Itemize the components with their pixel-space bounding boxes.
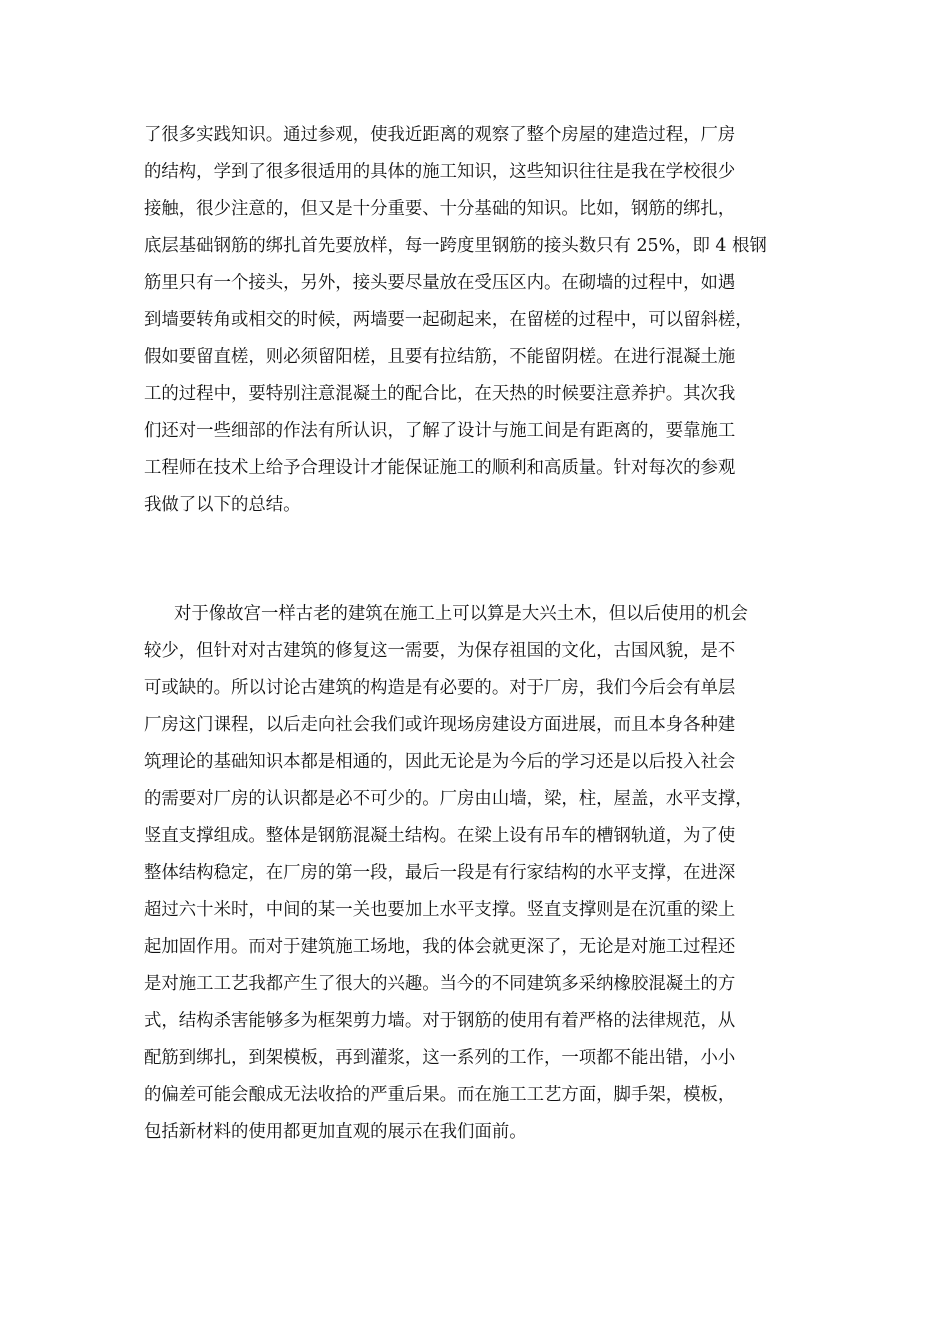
paragraph-line: 工程师在技术上给予合理设计才能保证施工的顺利和高质量。针对每次的参观 (144, 458, 736, 478)
paragraph-line: 了很多实践知识。通过参观，使我近距离的观察了整个房屋的建造过程，厂房 (144, 125, 736, 145)
paragraph-line: 到墙要转角或相交的时候，两墙要一起砌起来，在留槎的过程中，可以留斜槎， (144, 310, 753, 330)
paragraph-line: 我做了以下的总结。 (144, 495, 301, 515)
paragraph-line: 厂房这门课程，以后走向社会我们或许现场房建设方面进展，而且本身各种建 (144, 715, 736, 735)
paragraph-line: 接触，很少注意的，但又是十分重要、十分基础的知识。比如，钢筋的绑扎， (144, 199, 736, 219)
paragraph-line: 超过六十米时，中间的某一关也要加上水平支撑。竖直支撑则是在沉重的梁上 (144, 900, 736, 920)
paragraph-line: 的结构，学到了很多很适用的具体的施工知识，这些知识往往是我在学校很少 (144, 162, 736, 182)
paragraph-line: 式，结构杀害能够多为框架剪力墙。对于钢筋的使用有着严格的法律规范，从 (144, 1011, 736, 1031)
paragraph-line: 起加固作用。而对于建筑施工场地，我的体会就更深了，无论是对施工过程还 (144, 937, 736, 957)
paragraph-line: 们还对一些细部的作法有所认识，了解了设计与施工间是有距离的，要靠施工 (144, 421, 736, 441)
paragraph-line: 筋里只有一个接头，另外，接头要尽量放在受压区内。在砌墙的过程中，如遇 (144, 273, 736, 293)
paragraph-line: 包括新材料的使用都更加直观的展示在我们面前。 (144, 1122, 527, 1142)
paragraph-line: 的需要对厂房的认识都是必不可少的。厂房由山墙，梁，柱，屋盖，水平支撑， (144, 789, 753, 809)
paragraph-line: 筑理论的基础知识本都是相通的，因此无论是为今后的学习还是以后投入社会 (144, 752, 736, 772)
paragraph-line: 整体结构稳定，在厂房的第一段，最后一段是有行家结构的水平支撑，在进深 (144, 863, 736, 883)
paragraph-line: 可或缺的。所以讨论古建筑的构造是有必要的。对于厂房，我们今后会有单层 (144, 678, 736, 698)
paragraph-line: 配筋到绑扎，到架模板，再到灌浆，这一系列的工作，一项都不能出错，小小 (144, 1048, 736, 1068)
paragraph-line: 竖直支撑组成。整体是钢筋混凝土结构。在梁上设有吊车的槽钢轨道，为了使 (144, 826, 736, 846)
paragraph-line: 是对施工工艺我都产生了很大的兴趣。当今的不同建筑多采纳橡胶混凝土的方 (144, 974, 736, 994)
paragraph-line: 的偏差可能会酿成无法收拾的严重后果。而在施工工艺方面，脚手架，模板， (144, 1085, 736, 1105)
paragraph-line: 底层基础钢筋的绑扎首先要放样，每一跨度里钢筋的接头数只有 25%，即 4 根钢 (144, 236, 767, 256)
paragraph-line: 工的过程中，要特别注意混凝土的配合比，在天热的时候要注意养护。其次我 (144, 384, 736, 404)
paragraph-line: 对于像故宫一样古老的建筑在施工上可以算是大兴土木，但以后使用的机会 (174, 604, 748, 624)
paragraph-line: 假如要留直槎，则必须留阳槎，且要有拉结筋，不能留阴槎。在进行混凝土施 (144, 347, 736, 367)
paragraph-line: 较少，但针对对古建筑的修复这一需要，为保存祖国的文化，古国风貌，是不 (144, 641, 736, 661)
